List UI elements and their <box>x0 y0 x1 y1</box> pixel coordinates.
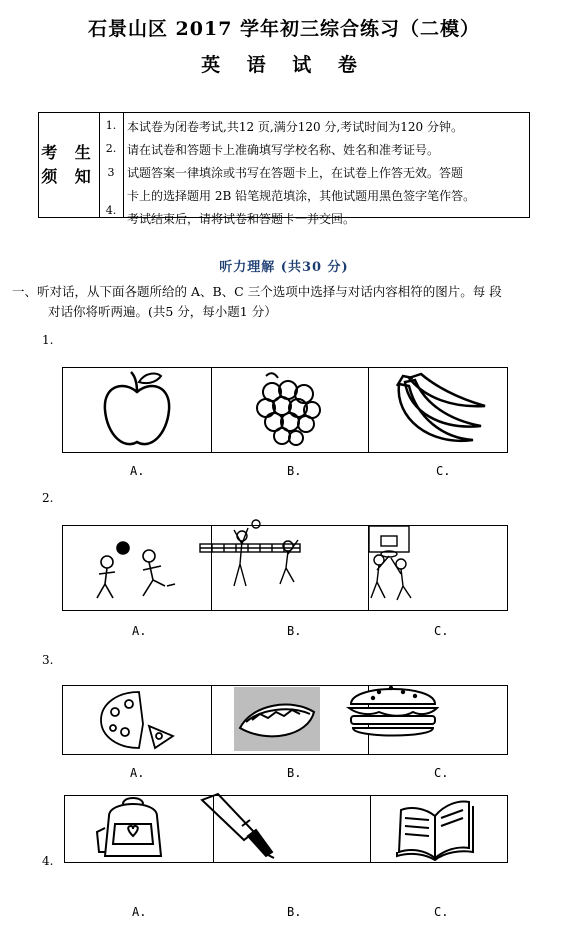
option-label-b: B. <box>287 464 302 478</box>
pen-icon <box>214 796 371 862</box>
option-label-c: C. <box>436 464 451 478</box>
option-c-cell <box>370 796 509 862</box>
notice-label-line2: 须 知 <box>41 167 97 186</box>
notice-numbers <box>99 113 124 217</box>
option-label-a: A. <box>132 624 147 638</box>
volleyball-players-icon <box>212 516 369 610</box>
option-b-cell <box>211 526 368 610</box>
notice-line: 试题答案一律填涂或书写在答题卡上，在试卷上作答无效。答题 <box>127 166 464 180</box>
question-3-image-row <box>62 685 508 755</box>
question-number: 2. <box>42 491 54 505</box>
section-instruction-line1: 一、听对话，从下面各题所给的 A、B、C 三个选项中选择与对话内容相符的图片。每 段 <box>12 284 502 299</box>
option-b-cell <box>211 686 368 754</box>
option-label-c: C. <box>434 905 449 919</box>
option-c-cell <box>368 686 507 754</box>
option-label-b: B. <box>287 905 302 919</box>
notice-line: 考试结束后，请将试卷和答题卡一并交回。 <box>127 212 356 226</box>
section-title: 听力理解 (共30 分) <box>219 260 349 275</box>
schoolbag-icon <box>65 796 213 862</box>
hot-dog-icon <box>212 686 369 754</box>
notice-line: 卡上的选择题用 2B 铅笔规范填涂，其他试题用黑色签字笔作答。 <box>127 189 476 203</box>
option-label-b: B. <box>287 766 302 780</box>
book-icon <box>371 796 510 862</box>
option-label-a: A. <box>130 464 145 478</box>
option-label-a: A. <box>132 905 147 919</box>
option-a-cell <box>63 526 211 610</box>
hamburger-icon <box>369 672 508 754</box>
question-2-image-row <box>62 525 508 611</box>
grapes-icon <box>212 368 369 452</box>
notice-number: 3 <box>107 166 115 179</box>
question-number: 3. <box>42 653 54 667</box>
option-a-cell <box>65 796 213 862</box>
option-a-cell <box>63 368 211 452</box>
notice-line: 本试卷为闭卷考试,共12 页,满分120 分,考试时间为120 分钟。 <box>127 120 463 134</box>
option-label-b: B. <box>287 624 302 638</box>
notice-number: 1. <box>105 119 117 132</box>
option-c-cell <box>368 526 507 610</box>
notice-body <box>127 113 529 226</box>
bananas-icon <box>369 368 508 452</box>
question-number: 4. <box>42 854 54 868</box>
option-label-c: C. <box>434 624 449 638</box>
apple-icon <box>63 368 211 452</box>
notice-line: 请在试卷和答题卡上准确填写学校名称、姓名和准考证号。 <box>127 143 440 157</box>
notice-label-line1: 考 生 <box>41 143 97 162</box>
option-label-a: A. <box>130 766 145 780</box>
pizza-icon <box>63 686 211 754</box>
option-b-cell <box>211 368 368 452</box>
option-a-cell <box>63 686 211 754</box>
notice-number: 4. <box>105 204 117 217</box>
exam-notice-box <box>38 112 530 226</box>
basketball-players-icon <box>369 526 508 610</box>
section-instruction-line2: 对话你将听两遍。(共5 分，每小题1 分） <box>48 304 277 319</box>
exam-title: 石景山区 2017 学年初三综合练习（二模） <box>87 18 481 40</box>
notice-number: 2. <box>105 142 117 155</box>
option-b-cell <box>213 796 370 862</box>
option-c-cell <box>368 368 507 452</box>
exam-subtitle: 英 语 试 卷 <box>201 54 367 76</box>
question-4-image-row <box>64 795 508 863</box>
soccer-players-icon <box>63 526 211 610</box>
question-1-image-row <box>62 367 508 453</box>
question-number: 1. <box>42 333 54 347</box>
notice-label <box>39 113 100 217</box>
option-label-c: C. <box>434 766 449 780</box>
